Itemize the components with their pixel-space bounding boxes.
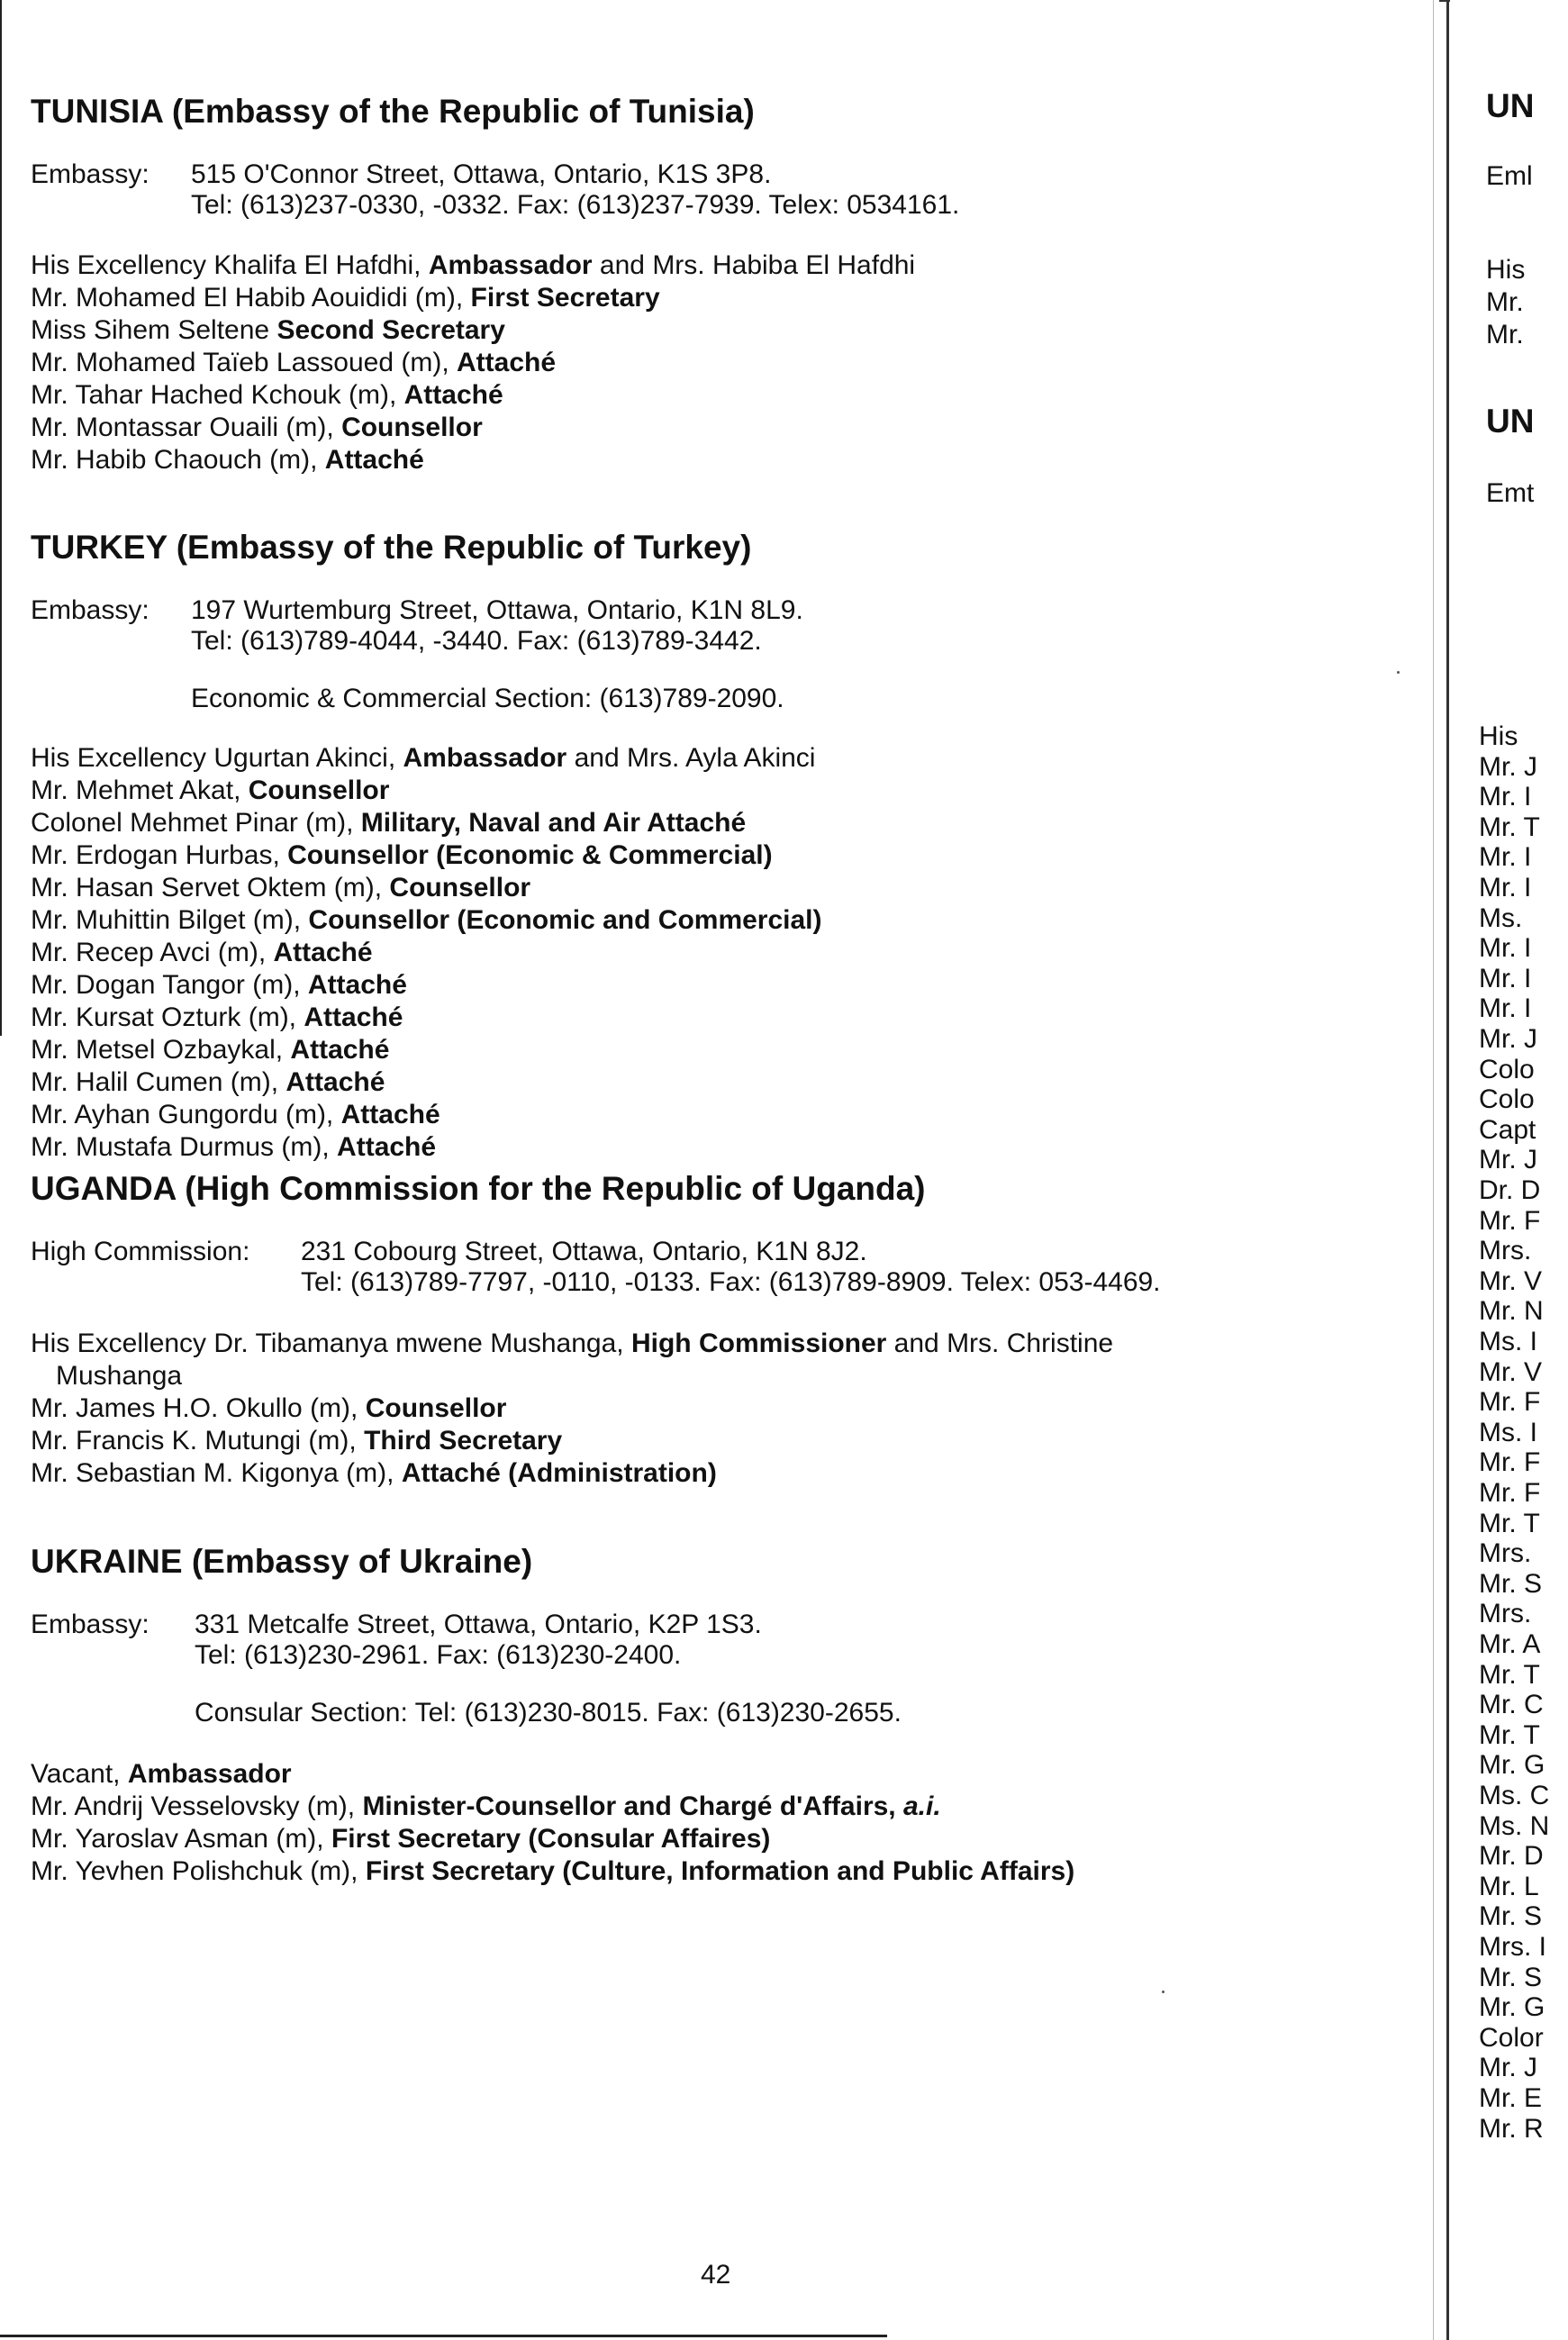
adjacent-fragment: Ms. [1479,902,1523,933]
adjacent-fragment: Color [1479,2022,1544,2053]
mission-label: Embassy: [31,159,150,189]
adjacent-fragment: Mr. A [1479,1629,1541,1659]
adjacent-fragment: Capt [1479,1114,1536,1145]
staff-name: Mr. Recep Avci (m), [31,938,274,967]
adjacent-fragment: Mr. [1486,287,1524,317]
adjacent-fragment: Mr. T [1479,1659,1540,1690]
staff-entry [31,1002,1310,1034]
staff-name: Mr. James H.O. Okullo (m), [31,1393,366,1423]
staff-title: Counsellor [389,873,531,902]
staff-title: Counsellor (Economic and Commercial) [308,905,822,935]
adjacent-fragment: Mr. J [1479,1024,1537,1054]
staff-entry [31,1131,1310,1164]
staff-title: Counsellor [365,1393,507,1423]
staff-name: Mr. Andrij Vesselovsky (m), [31,1791,363,1821]
adjacent-fragment: Mr. I [1479,873,1532,902]
address-line: 231 Cobourg Street, Ottawa, Ontario, K1N 8J2. [301,1237,867,1266]
staff-name: Mr. Francis K. Mutungi (m), [31,1426,365,1456]
staff-title: Counsellor [341,413,483,442]
adjacent-fragment: Mr. I [1479,782,1532,812]
adjacent-fragment: Mr. V [1479,1356,1543,1387]
staff-entry [31,1328,1310,1360]
adjacent-fragment: Mrs. [1479,1236,1532,1266]
staff-name: His Excellency Dr. Tibamanya mwene Mushanga, [31,1329,631,1358]
staff-entry [31,379,1310,412]
staff-spouse: and Mrs. Habiba El Hafdhi [592,250,916,280]
adjacent-fragment: Mr. F [1479,1205,1541,1236]
adjacent-fragment: Mr. I [1479,933,1532,964]
staff-name: Mr. Tahar Hached Kchouk (m), [31,380,404,410]
adjacent-fragment: Mr. I [1479,842,1532,873]
adjacent-heading: UN [1486,87,1535,124]
adjacent-fragment: Mr. S [1479,1568,1543,1599]
staff-entry [31,412,1310,444]
adjacent-fragment: Colo [1479,1084,1535,1115]
gutter-tick [1439,0,1450,2]
adjacent-fragment: Mr. J [1479,751,1537,782]
adjacent-fragment: Mr. I [1479,993,1532,1024]
staff-entry [31,1392,1310,1425]
adjacent-fragment: Mr. S [1479,1962,1543,1992]
adjacent-fragment: Ms. C [1479,1781,1550,1810]
staff-entry [31,347,1310,379]
mission-label: High Commission: [31,1237,250,1266]
section-extra-line: Consular Section: Tel: (613)230-8015. Fax: (613)230-2655. [195,1698,902,1728]
staff-entry [31,444,1310,476]
staff-list [31,1758,1310,1888]
adjacent-fragment: Mrs. I [1479,1932,1546,1962]
mission-label: Embassy: [31,595,150,625]
staff-list [31,742,1310,1164]
adjacent-fragment: Mrs. [1479,1599,1532,1629]
staff-name: Mr. Yaroslav Asman (m), [31,1824,331,1854]
staff-entry [31,282,1310,314]
staff-spouse: and Mrs. Christine [886,1329,1114,1358]
staff-name: Mr. Erdogan Hurbas, [31,840,288,870]
staff-name: Mr. Sebastian M. Kigonya (m), [31,1458,402,1488]
adjacent-heading: UN [1486,403,1535,440]
address-line: 331 Metcalfe Street, Ottawa, Ontario, K2P 1S3. [195,1610,762,1639]
phone-line: Tel: (613)237-0330, -0332. Fax: (613)237-7939. Telex: 0534161. [191,190,960,220]
staff-title: High Commissioner [630,1329,887,1358]
staff-entry [31,1034,1310,1066]
staff-name: Mr. Habib Chaouch (m), [31,445,325,475]
mission-label: Embassy: [31,1610,150,1639]
phone-line: Tel: (613)789-4044, -3440. Fax: (613)789-3442. [191,626,762,656]
staff-list [31,249,1310,476]
adjacent-fragment: Mr. [1486,320,1524,349]
staff-title: Attaché (Administration) [401,1458,717,1488]
adjacent-fragment: Ms. I [1479,1417,1537,1447]
bottom-edge-rule [0,2335,887,2337]
staff-entry [31,1823,1310,1855]
phone-line: Tel: (613)789-7797, -0110, -0133. Fax: (613)789-8909. Telex: 053-4469. [301,1267,1161,1297]
staff-entry [31,1457,1310,1490]
adjacent-fragment: Mr. F [1479,1387,1541,1418]
adjacent-fragment: His [1486,255,1526,285]
staff-name: Mr. Mehmet Akat, [31,775,249,805]
staff-name: Mr. Hasan Servet Oktem (m), [31,873,390,902]
staff-name: Mushanga [56,1361,183,1391]
staff-entry [31,775,1310,807]
staff-title: First Secretary (Culture, Information and Public Affairs) [365,1856,1075,1886]
staff-title: Attaché [337,1132,437,1162]
staff-list [31,1328,1310,1490]
staff-title: Attaché [286,1067,385,1097]
adjacent-fragment: Eml [1486,161,1533,191]
staff-title: Ambassador [403,743,567,773]
country-heading: UGANDA (High Commission for the Republic of Uganda) [31,1170,926,1207]
adjacent-fragment: Mr. V [1479,1265,1543,1296]
gutter-shadow [1433,0,1434,2340]
staff-name: Vacant, [31,1759,128,1789]
left-edge-rule [0,0,2,1036]
staff-title: Ambassador [428,250,593,280]
staff-title: Minister-Counsellor and Chargé d'Affairs, [362,1791,903,1821]
page-number: 42 [701,2260,731,2290]
adjacent-fragment: Mr. T [1479,812,1540,842]
adjacent-fragment: Mr. I [1479,963,1532,993]
staff-name: Mr. Mustafa Durmus (m), [31,1132,338,1162]
staff-title: First Secretary [470,283,660,313]
staff-name: Mr. Dogan Tangor (m), [31,970,308,1000]
country-heading: UKRAINE (Embassy of Ukraine) [31,1543,533,1580]
adjacent-fragment: Mr. G [1479,1992,1545,2023]
country-heading: TURKEY (Embassy of the Republic of Turkey) [31,529,752,566]
adjacent-fragment: Mr. T [1479,1508,1540,1538]
staff-entry [31,1425,1310,1457]
staff-title: Attaché [304,1002,403,1032]
phone-line: Tel: (613)230-2961. Fax: (613)230-2400. [195,1640,682,1670]
staff-entry [31,969,1310,1002]
adjacent-fragment: His [1479,721,1518,751]
staff-title: Third Secretary [364,1426,563,1456]
section-extra-line: Economic & Commercial Section: (613)789-2090. [191,684,784,713]
staff-entry [31,1360,1310,1392]
staff-name: Mr. Metsel Ozbaykal, [31,1035,291,1065]
staff-title: Counsellor [248,775,390,805]
adjacent-fragment: Mr. S [1479,1901,1543,1932]
adjacent-fragment: Mr. F [1479,1447,1541,1478]
staff-entry [31,807,1310,839]
staff-entry [31,314,1310,347]
staff-name: Mr. Halil Cumen (m), [31,1067,286,1097]
adjacent-fragment: Mr. G [1479,1750,1545,1781]
staff-name: Mr. Yevhen Polishchuk (m), [31,1856,366,1886]
staff-title: Counsellor (Economic & Commercial) [287,840,773,870]
adjacent-fragment: Mr. N [1479,1296,1544,1327]
staff-title: Attaché [273,938,373,967]
staff-spouse: and Mrs. Ayla Akinci [566,743,816,773]
adjacent-page-fragment [1479,0,1568,2340]
staff-title: Attaché [457,348,557,377]
address-line: 197 Wurtemburg Street, Ottawa, Ontario, K1N 8L9. [191,595,803,625]
staff-title: Attaché [324,445,424,475]
staff-entry [31,249,1310,282]
staff-title: Attaché [307,970,407,1000]
staff-entry [31,1791,1310,1823]
staff-name: Colonel Mehmet Pinar (m), [31,808,361,838]
adjacent-fragment: Mr. J [1479,1145,1537,1175]
staff-title: Ambassador [127,1759,292,1789]
staff-entry [31,1066,1310,1099]
staff-title: Attaché [403,380,503,410]
gutter-line [1446,0,1449,2340]
country-heading: TUNISIA (Embassy of the Republic of Tunisia) [31,93,755,130]
adjacent-fragment: Mr. J [1479,2053,1537,2083]
staff-entry [31,1099,1310,1131]
staff-name: Miss Sihem Seltene [31,315,277,345]
scan-speck [1162,1991,1165,1993]
staff-name: Mr. Mohamed Taïeb Lassoued (m), [31,348,457,377]
adjacent-fragment: Mr. R [1479,2113,1544,2144]
adjacent-fragment: Mr. E [1479,2083,1543,2113]
adjacent-fragment: Mr. L [1479,1871,1539,1901]
staff-entry [31,1758,1310,1791]
staff-title: Attaché [340,1100,440,1129]
adjacent-fragment: Mrs. [1479,1538,1532,1569]
staff-name: Mr. Kursat Ozturk (m), [31,1002,304,1032]
staff-name: Mr. Mohamed El Habib Aouididi (m), [31,283,471,313]
staff-name: Mr. Montassar Ouaili (m), [31,413,342,442]
staff-entry [31,904,1310,937]
staff-entry [31,1855,1310,1888]
staff-title-italic: a.i. [902,1791,941,1821]
adjacent-fragment: Emt [1486,478,1535,508]
staff-title: Second Secretary [276,315,505,345]
adjacent-fragment: Mr. D [1479,1841,1544,1872]
staff-entry [31,872,1310,904]
staff-name: His Excellency Khalifa El Hafdhi, [31,250,429,280]
adjacent-fragment: Ms. N [1479,1810,1550,1841]
adjacent-fragment: Mr. T [1479,1719,1540,1750]
adjacent-fragment: Dr. D [1479,1175,1541,1205]
staff-entry [31,937,1310,969]
scan-speck [1397,671,1400,674]
adjacent-fragment: Ms. I [1479,1327,1537,1356]
adjacent-fragment: Mr. C [1479,1690,1544,1720]
staff-name: Mr. Ayhan Gungordu (m), [31,1100,341,1129]
adjacent-fragment: Mr. F [1479,1478,1541,1508]
staff-entry [31,839,1310,872]
staff-title: Military, Naval and Air Attaché [360,808,747,838]
staff-entry [31,742,1310,775]
staff-name: Mr. Muhittin Bilget (m), [31,905,309,935]
address-line: 515 O'Connor Street, Ottawa, Ontario, K1S 3P8. [191,159,772,189]
staff-title: Attaché [290,1035,390,1065]
adjacent-fragment: Colo [1479,1054,1535,1084]
staff-title: First Secretary (Consular Affaires) [331,1824,771,1854]
staff-name: His Excellency Ugurtan Akinci, [31,743,403,773]
